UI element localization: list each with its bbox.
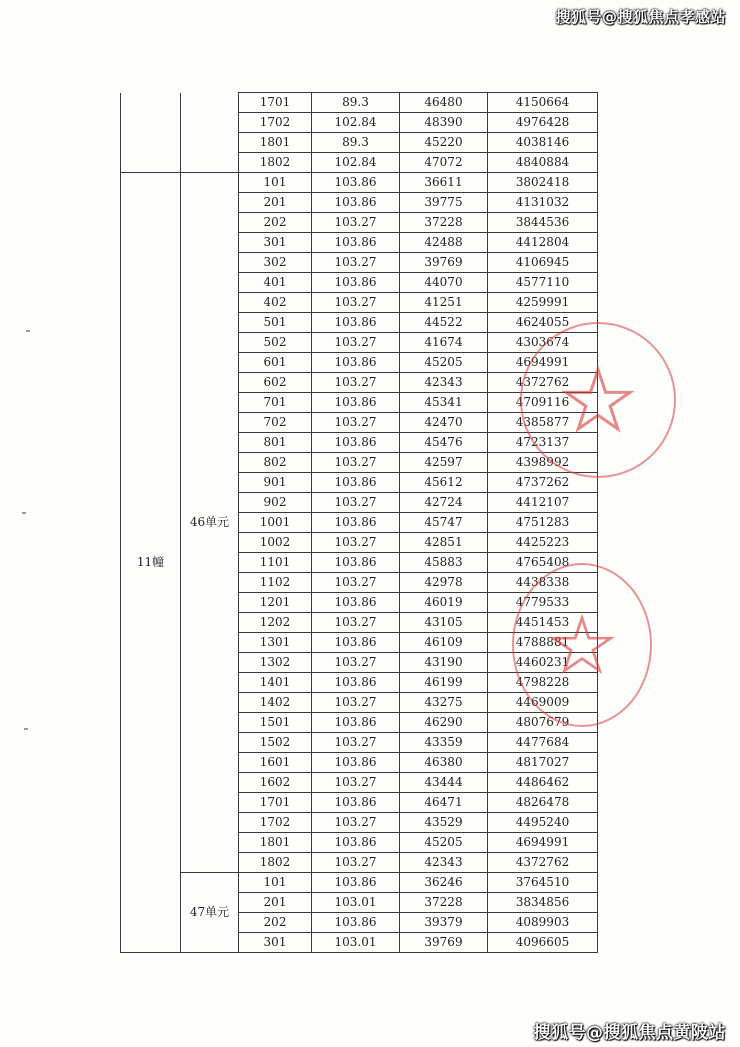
cell-area: 103.86 [312,353,400,373]
cell-unit-price: 43529 [400,813,488,833]
cell-room: 701 [239,393,312,413]
cell-unit-price: 39775 [400,193,488,213]
cell-room: 1502 [239,733,312,753]
cell-total: 4425223 [488,533,598,553]
cell-total: 4826478 [488,793,598,813]
cell-room: 101 [239,173,312,193]
cell-room: 201 [239,893,312,913]
cell-room: 402 [239,293,312,313]
cell-area: 103.86 [312,913,400,933]
cell-total: 4840884 [488,153,598,173]
cell-total: 4477684 [488,733,598,753]
cell-total: 4106945 [488,253,598,273]
cell-total: 4807679 [488,713,598,733]
cell-unit-price: 43190 [400,653,488,673]
cell-unit-price: 46019 [400,593,488,613]
cell-total: 4438338 [488,573,598,593]
cell-room: 1301 [239,633,312,653]
cell-room: 1402 [239,693,312,713]
cell-unit-price: 43275 [400,693,488,713]
cell-total: 4372762 [488,373,598,393]
cell-unit-price: 44070 [400,273,488,293]
cell-unit-price: 39379 [400,913,488,933]
cell-room: 1801 [239,833,312,853]
cell-area: 103.86 [312,593,400,613]
cell-unit-price: 42343 [400,853,488,873]
cell-room: 901 [239,473,312,493]
cell-unit-price: 47072 [400,153,488,173]
cell-area: 103.86 [312,473,400,493]
cell-room: 1401 [239,673,312,693]
cell-unit-price: 43444 [400,773,488,793]
cell-unit-price: 42343 [400,373,488,393]
cell-unit-price: 39769 [400,933,488,953]
cell-unit-price: 46199 [400,673,488,693]
cell-total: 3844536 [488,213,598,233]
cell-total: 4303674 [488,333,598,353]
cell-unit-price: 44522 [400,313,488,333]
cell-area: 89.3 [312,93,400,113]
cell-area: 103.86 [312,193,400,213]
cell-area: 103.86 [312,173,400,193]
cell-unit-price: 37228 [400,213,488,233]
cell-area: 103.27 [312,853,400,873]
cell-total: 4385877 [488,413,598,433]
cell-unit-price: 41251 [400,293,488,313]
cell-room: 1601 [239,753,312,773]
cell-area: 103.27 [312,693,400,713]
cell-area: 103.86 [312,233,400,253]
scan-speck [22,512,26,514]
cell-area: 103.86 [312,313,400,333]
cell-unit-price: 45612 [400,473,488,493]
cell-room: 1101 [239,553,312,573]
cell-room: 1802 [239,153,312,173]
cell-unit-price: 45341 [400,393,488,413]
cell-area: 103.86 [312,633,400,653]
cell-total: 3764510 [488,873,598,893]
cell-area: 102.84 [312,153,400,173]
cell-unit-price: 36611 [400,173,488,193]
cell-room: 1602 [239,773,312,793]
cell-room: 202 [239,213,312,233]
cell-room: 801 [239,433,312,453]
cell-room: 502 [239,333,312,353]
price-table-body [121,93,598,953]
table-row [121,93,598,113]
cell-room: 702 [239,413,312,433]
price-table [120,92,598,953]
cell-area: 103.86 [312,753,400,773]
cell-area: 103.86 [312,793,400,813]
cell-area: 103.86 [312,833,400,853]
cell-area: 103.86 [312,513,400,533]
cell-area: 103.27 [312,533,400,553]
cell-area: 103.27 [312,213,400,233]
cell-total: 4131032 [488,193,598,213]
cell-room: 1701 [239,793,312,813]
cell-room: 1302 [239,653,312,673]
cell-total: 4694991 [488,353,598,373]
cell-unit-price: 43105 [400,613,488,633]
cell-area: 103.27 [312,453,400,473]
cell-unit-price: 46380 [400,753,488,773]
cell-area: 103.27 [312,253,400,273]
scan-speck [26,330,30,332]
cell-total: 4577110 [488,273,598,293]
cell-area: 103.27 [312,613,400,633]
cell-room: 302 [239,253,312,273]
cell-total: 4038146 [488,133,598,153]
cell-room: 1102 [239,573,312,593]
cell-room: 902 [239,493,312,513]
cell-room: 1701 [239,93,312,113]
cell-total: 4469009 [488,693,598,713]
cell-total: 4259991 [488,293,598,313]
cell-room: 1702 [239,113,312,133]
cell-room: 1801 [239,133,312,153]
cell-unit-price: 42851 [400,533,488,553]
cell-area: 103.01 [312,893,400,913]
cell-area: 103.01 [312,933,400,953]
cell-unit-price: 45220 [400,133,488,153]
cell-unit-price: 46290 [400,713,488,733]
cell-area: 103.27 [312,373,400,393]
cell-unit-price: 37228 [400,893,488,913]
scan-speck [24,728,28,730]
cell-unit-price: 45205 [400,353,488,373]
cell-total: 4096605 [488,933,598,953]
cell-room: 602 [239,373,312,393]
watermark-bottom: 搜狐号@搜狐焦点黄陂站 [533,1023,726,1043]
cell-room: 1802 [239,853,312,873]
cell-unit-price: 42978 [400,573,488,593]
cell-unit-price: 46471 [400,793,488,813]
cell-unit-price: 42724 [400,493,488,513]
cell-total: 4460231 [488,653,598,673]
cell-total: 4412804 [488,233,598,253]
cell-area: 89.3 [312,133,400,153]
cell-area: 103.27 [312,773,400,793]
cell-area: 103.86 [312,713,400,733]
cell-room: 101 [239,873,312,893]
cell-area: 103.86 [312,393,400,413]
cell-total: 4788881 [488,633,598,653]
cell-area: 103.86 [312,433,400,453]
cell-room: 201 [239,193,312,213]
cell-area: 103.86 [312,873,400,893]
cell-total: 4798228 [488,673,598,693]
cell-area: 102.84 [312,113,400,133]
cell-room: 1501 [239,713,312,733]
cell-total: 4751283 [488,513,598,533]
cell-room: 1201 [239,593,312,613]
cell-total: 4723137 [488,433,598,453]
cell-unit-price: 45205 [400,833,488,853]
cell-total: 4976428 [488,113,598,133]
cell-total: 4765408 [488,553,598,573]
watermark-top: 搜狐号@搜狐焦点孝感站 [555,8,726,26]
cell-total: 4624055 [488,313,598,333]
cell-area: 103.86 [312,273,400,293]
cell-room: 202 [239,913,312,933]
cell-room: 1001 [239,513,312,533]
cell-area: 103.27 [312,653,400,673]
cell-room: 1702 [239,813,312,833]
cell-total: 3802418 [488,173,598,193]
cell-unit-price: 45883 [400,553,488,573]
cell-unit-price: 45476 [400,433,488,453]
cell-total: 4737262 [488,473,598,493]
cell-room: 301 [239,933,312,953]
cell-area: 103.27 [312,733,400,753]
prev-unit-cell [181,93,239,173]
cell-area: 103.27 [312,813,400,833]
cell-total: 4709116 [488,393,598,413]
cell-area: 103.27 [312,413,400,433]
cell-area: 103.27 [312,573,400,593]
cell-total: 4398992 [488,453,598,473]
cell-room: 501 [239,313,312,333]
cell-area: 103.86 [312,673,400,693]
cell-total: 3834856 [488,893,598,913]
cell-unit-price: 42488 [400,233,488,253]
cell-unit-price: 42597 [400,453,488,473]
cell-room: 802 [239,453,312,473]
cell-room: 401 [239,273,312,293]
cell-total: 4089903 [488,913,598,933]
cell-unit-price: 48390 [400,113,488,133]
unit-label: 47单元 [181,873,239,953]
prev-building-cell [121,93,181,173]
cell-unit-price: 42470 [400,413,488,433]
cell-area: 103.27 [312,333,400,353]
cell-total: 4817027 [488,753,598,773]
table-row [121,873,598,893]
cell-area: 103.27 [312,493,400,513]
cell-total: 4150664 [488,93,598,113]
cell-room: 1002 [239,533,312,553]
cell-area: 103.86 [312,553,400,573]
cell-total: 4412107 [488,493,598,513]
cell-room: 1202 [239,613,312,633]
table-row [121,173,598,193]
cell-total: 4694991 [488,833,598,853]
cell-unit-price: 43359 [400,733,488,753]
cell-total: 4779533 [488,593,598,613]
cell-total: 4451453 [488,613,598,633]
cell-total: 4495240 [488,813,598,833]
cell-total: 4486462 [488,773,598,793]
cell-unit-price: 41674 [400,333,488,353]
cell-unit-price: 46480 [400,93,488,113]
cell-room: 601 [239,353,312,373]
cell-room: 301 [239,233,312,253]
cell-unit-price: 46109 [400,633,488,653]
building-label: 11幢 [121,173,181,953]
cell-area: 103.27 [312,293,400,313]
cell-unit-price: 36246 [400,873,488,893]
cell-total: 4372762 [488,853,598,873]
cell-unit-price: 45747 [400,513,488,533]
unit-label: 46单元 [181,173,239,873]
cell-unit-price: 39769 [400,253,488,273]
